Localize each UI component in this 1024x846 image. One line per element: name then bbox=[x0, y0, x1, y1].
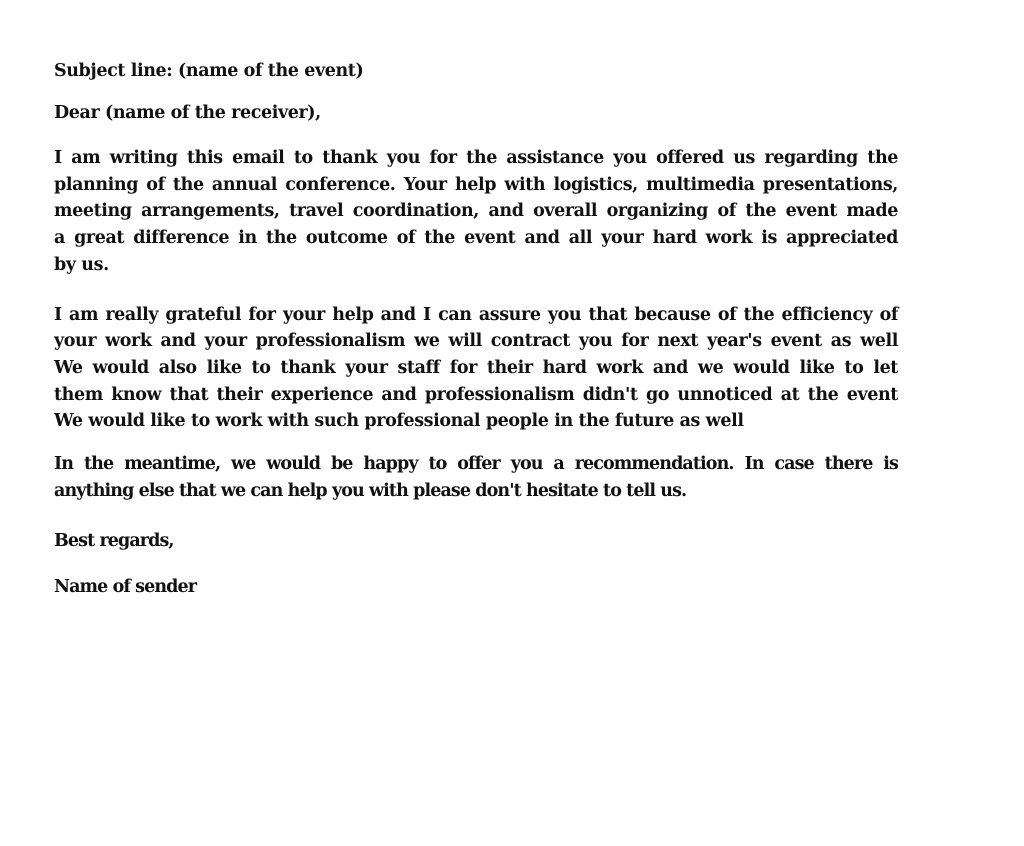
paragraph-thanks bbox=[54, 145, 898, 279]
paragraph-line: anything else that we can help you with please don't hesitate to tell us. bbox=[54, 480, 687, 501]
paragraph-line: We would like to work with such professional people in the future as well bbox=[54, 411, 744, 432]
paragraph-line: them know that their experience and professionalism didn't go unnoticed at the event bbox=[54, 384, 898, 405]
paragraph-line: In the meantime, we would be happy to offer you a recommendation. In case there is bbox=[54, 454, 898, 475]
paragraph-line: I am really grateful for your help and I can assure you that because of the efficiency of bbox=[54, 304, 898, 325]
paragraph-line: your work and your professionalism we will contract you for next year's event as well bbox=[54, 331, 898, 352]
paragraph-line: meeting arrangements, travel coordination, and overall organizing of the event made bbox=[54, 201, 898, 222]
paragraph-gratitude bbox=[54, 302, 898, 436]
paragraph-line: I am writing this email to thank you for the assistance you offered us regarding the bbox=[54, 148, 898, 168]
letter-document bbox=[54, 58, 898, 600]
paragraph-line: by us. bbox=[54, 254, 109, 275]
subject-line: Subject line: (name of the event) bbox=[54, 61, 364, 81]
greeting: Dear (name of the receiver), bbox=[54, 103, 321, 123]
paragraph-line: a great difference in the outcome of the event and all your hard work is appreciated bbox=[54, 228, 898, 249]
paragraph-line: We would also like to thank your staff for their hard work and we would like to let bbox=[54, 357, 898, 378]
paragraph-line: planning of the annual conference. Your help with logistics, multimedia presentations, bbox=[54, 174, 898, 195]
signature: Name of sender bbox=[54, 577, 197, 598]
closing: Best regards, bbox=[54, 531, 174, 552]
paragraph-recommendation bbox=[54, 451, 898, 504]
